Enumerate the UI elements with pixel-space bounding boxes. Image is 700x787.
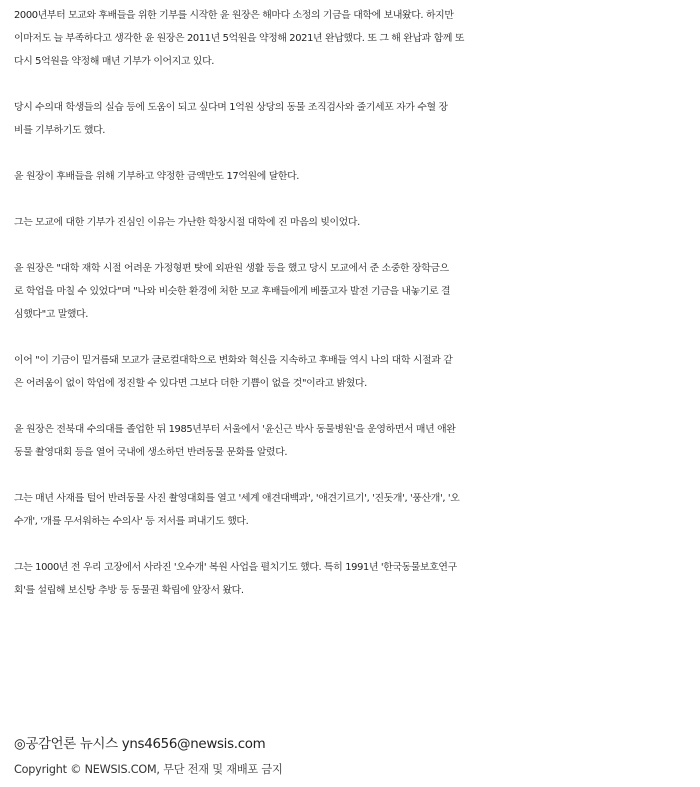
- paragraph-line: 이마저도 늘 부족하다고 생각한 윤 원장은 2011년 5억원을 약정해 2021년 완납했다. 또 그 해 완납과 함께 또: [14, 33, 465, 44]
- paragraph-line: 그는 매년 사재를 털어 반려동물 사진 촬영대회를 열고 '세계 애견대백과', '애견기르기', '진돗개', '풍산개', '오: [14, 493, 460, 504]
- article-paragraph: [14, 257, 694, 326]
- article-paragraph: [14, 349, 694, 395]
- paragraph-line: 회'를 설립해 보신탕 추방 등 동물권 확립에 앞장서 왔다.: [14, 585, 244, 596]
- copyright-notice: Copyright © NEWSIS.COM, 무단 전재 및 재배포 금지: [14, 763, 283, 776]
- paragraph-line: 비를 기부하기도 했다.: [14, 125, 106, 136]
- paragraph-line: 다시 5억원을 약정해 매년 기부가 이어지고 있다.: [14, 56, 215, 67]
- article-body: [14, 4, 694, 625]
- paragraph-line: 윤 원장은 "대학 재학 시절 어려운 가정형편 탓에 외판원 생활 등을 했고 당시 모교에서 준 소중한 장학금으: [14, 263, 449, 274]
- article-paragraph: [14, 418, 694, 464]
- paragraph-line: 그는 모교에 대한 기부가 진심인 이유는 가난한 학창시절 대학에 진 마음의 빚이었다.: [14, 217, 360, 228]
- paragraph-line: 로 학업을 마칠 수 있었다"며 "나와 비슷한 환경에 처한 모교 후배들에게 베풀고자 발전 기금을 내놓기로 결: [14, 286, 451, 297]
- paragraph-line: 윤 원장은 전북대 수의대를 졸업한 뒤 1985년부터 서울에서 '윤신근 박사 동물병원'을 운영하면서 매년 애완: [14, 424, 456, 435]
- article-paragraph: [14, 96, 694, 142]
- article-footer: [14, 735, 694, 779]
- paragraph-line: 심했다"고 말했다.: [14, 309, 89, 320]
- reporter-byline: ◎공감언론 뉴시스 yns4656@newsis.com: [14, 737, 266, 752]
- article-paragraph: [14, 556, 694, 602]
- article-paragraph: [14, 4, 694, 73]
- paragraph-line: 은 어려움이 없이 학업에 정진할 수 있다면 그보다 더한 기쁨이 없을 것"이라고 밝혔다.: [14, 378, 367, 389]
- paragraph-line: 이어 "이 기금이 밑거름돼 모교가 글로컬대학으로 변화와 혁신을 지속하고 후배들 역시 나의 대학 시절과 같: [14, 355, 453, 366]
- paragraph-line: 윤 원장이 후배들을 위해 기부하고 약정한 금액만도 17억원에 달한다.: [14, 171, 300, 182]
- paragraph-line: 동물 촬영대회 등을 열어 국내에 생소하던 반려동물 문화를 알렸다.: [14, 447, 288, 458]
- article-paragraph: [14, 211, 694, 234]
- article-paragraph: [14, 487, 694, 533]
- paragraph-line: 그는 1000년 전 우리 고장에서 사라진 '오수개' 복원 사업을 펼치기도 했다. 특히 1991년 '한국동물보호연구: [14, 562, 457, 573]
- paragraph-line: 2000년부터 모교와 후배들을 위한 기부를 시작한 윤 원장은 해마다 소정의 기금을 대학에 보내왔다. 하지만: [14, 10, 454, 21]
- paragraph-line: 수개', '개를 무서워하는 수의사' 등 저서를 펴내기도 했다.: [14, 516, 249, 527]
- article-paragraph: [14, 165, 694, 188]
- paragraph-line: 당시 수의대 학생들의 실습 등에 도움이 되고 싶다며 1억원 상당의 동물 조직검사와 줄기세포 자가 수혈 장: [14, 102, 448, 113]
